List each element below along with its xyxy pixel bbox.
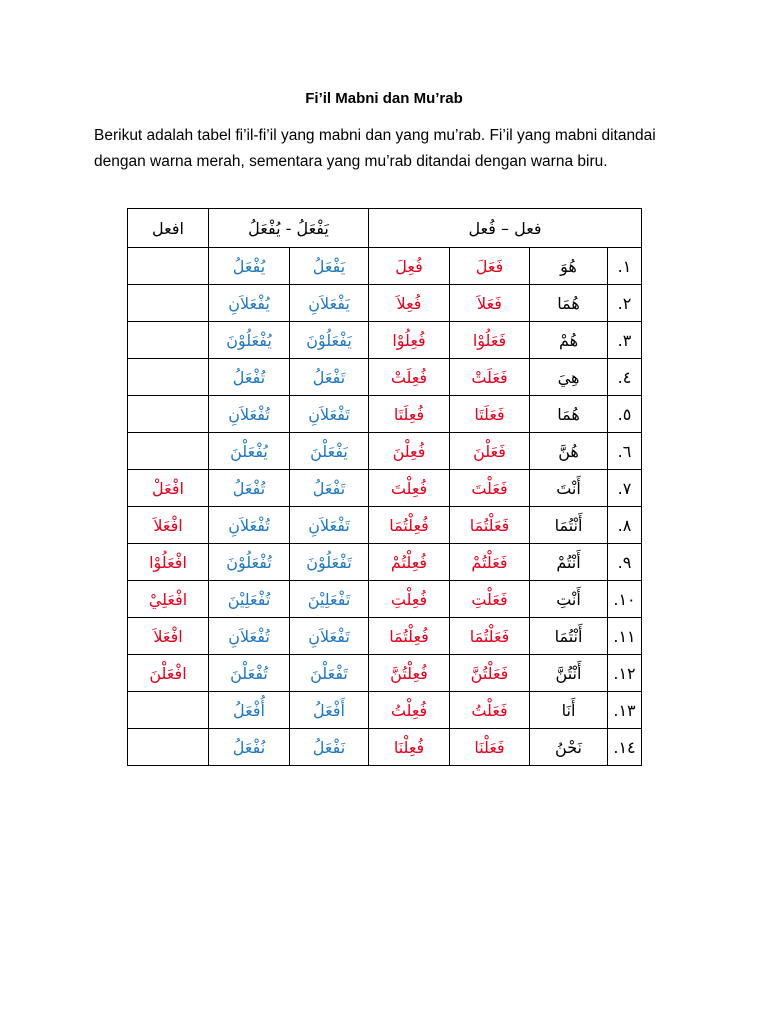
mudhari-passive-cell: أُفْعَلُ [209,692,290,729]
madhi-passive-cell: فُعِلَتَا [369,396,450,433]
mudhari-active-cell: يَفْعَلُوْنَ [290,322,369,359]
header-mudhari: يَفْعَلُ - يُفْعَلُ [209,209,369,248]
pronoun-cell: أَنْتُمَا [530,507,608,544]
madhi-passive-cell: فُعِلْتُمَا [369,507,450,544]
header-madhi: فعل – فُعل [369,209,642,248]
mudhari-active-cell: يَفْعَلْنَ [290,433,369,470]
madhi-passive-cell: فُعِلَتْ [369,359,450,396]
amr-cell [128,692,209,729]
table-row [128,396,642,433]
pronoun-cell: أَنْتُمَا [530,618,608,655]
table-row [128,655,642,692]
mudhari-active-cell: تَفْعَلاَنِ [290,396,369,433]
intro-paragraph: Berikut adalah tabel fi’il-fi’il yang mabni dan yang mu’rab. Fi’il yang mabni ditandai dengan warna merah, sementara yang mu’rab ditandai dengan warna biru. [94,127,656,170]
row-number-cell: .١٢ [608,655,642,692]
mudhari-active-cell: أَفْعَلُ [290,692,369,729]
pronoun-cell: هِيَ [530,359,608,396]
row-number-cell: .٤ [608,359,642,396]
page-title: Fi’il Mabni dan Mu’rab [305,90,463,107]
madhi-passive-cell: فُعِلْنَا [369,729,450,766]
mudhari-active-cell: تَفْعَلْنَ [290,655,369,692]
mudhari-active-cell: تَفْعَلاَنِ [290,618,369,655]
mudhari-passive-cell: تُفْعَلُ [209,470,290,507]
table-row [128,248,642,285]
pronoun-cell: نَحْنُ [530,729,608,766]
amr-cell: افْعَلُوْا [128,544,209,581]
madhi-passive-cell: فُعِلُوْا [369,322,450,359]
amr-cell: افْعَلِيْ [128,581,209,618]
madhi-active-cell: فَعَلْنَ [450,433,530,470]
amr-cell: افْعَلاَ [128,618,209,655]
pronoun-cell: أَنْتِ [530,581,608,618]
amr-cell: افْعَلاَ [128,507,209,544]
table-row [128,692,642,729]
row-number-cell: .١٤ [608,729,642,766]
table-row [128,544,642,581]
mudhari-passive-cell: يُفْعَلْنَ [209,433,290,470]
row-number-cell: .١١ [608,618,642,655]
madhi-passive-cell: فُعِلاَ [369,285,450,322]
mudhari-passive-cell: تُفْعَلاَنِ [209,396,290,433]
mudhari-passive-cell: يُفْعَلاَنِ [209,285,290,322]
table-row [128,729,642,766]
header-amr: افعل [128,209,209,248]
amr-cell: افْعَلْنَ [128,655,209,692]
madhi-active-cell: فَعَلُوْا [450,322,530,359]
mudhari-active-cell: يَفْعَلُ [290,248,369,285]
pronoun-cell: هُوَ [530,248,608,285]
mudhari-passive-cell: نُفْعَلُ [209,729,290,766]
pronoun-cell: هُمَا [530,285,608,322]
madhi-active-cell: فَعَلَتَا [450,396,530,433]
row-number-cell: .٣ [608,322,642,359]
madhi-passive-cell: فُعِلْتُ [369,692,450,729]
madhi-passive-cell: فُعِلْنَ [369,433,450,470]
madhi-active-cell: فَعَلَتْ [450,359,530,396]
mudhari-passive-cell: تُفْعَلْنَ [209,655,290,692]
pronoun-cell: أَنْتُنَّ [530,655,608,692]
table-row [128,507,642,544]
row-number-cell: .٨ [608,507,642,544]
table-row [128,285,642,322]
row-number-cell: .٥ [608,396,642,433]
table-row [128,581,642,618]
amr-cell [128,729,209,766]
table-row [128,470,642,507]
table-row [128,322,642,359]
madhi-passive-cell: فُعِلْتُمَا [369,618,450,655]
madhi-passive-cell: فُعِلْتُمْ [369,544,450,581]
pronoun-cell: أَنَا [530,692,608,729]
amr-cell [128,433,209,470]
pronoun-cell: هُمْ [530,322,608,359]
madhi-active-cell: فَعَلْتَ [450,470,530,507]
madhi-active-cell: فَعَلْتُمْ [450,544,530,581]
row-number-cell: .١ [608,248,642,285]
amr-cell [128,285,209,322]
row-number-cell: .٦ [608,433,642,470]
madhi-active-cell: فَعَلْتُنَّ [450,655,530,692]
madhi-active-cell: فَعَلْتُمَا [450,618,530,655]
madhi-active-cell: فَعَلَ [450,248,530,285]
mudhari-passive-cell: تُفْعَلِيْنَ [209,581,290,618]
pronoun-cell: أَنْتَ [530,470,608,507]
madhi-active-cell: فَعَلْتِ [450,581,530,618]
madhi-passive-cell: فُعِلْتِ [369,581,450,618]
table-row [128,618,642,655]
mudhari-active-cell: نَفْعَلُ [290,729,369,766]
amr-cell [128,248,209,285]
madhi-active-cell: فَعَلاَ [450,285,530,322]
row-number-cell: .٧ [608,470,642,507]
mudhari-active-cell: تَفْعَلُوْنَ [290,544,369,581]
madhi-passive-cell: فُعِلَ [369,248,450,285]
mudhari-passive-cell: يُفْعَلُوْنَ [209,322,290,359]
mudhari-passive-cell: تُفْعَلاَنِ [209,618,290,655]
madhi-passive-cell: فُعِلْتُنَّ [369,655,450,692]
mudhari-active-cell: تَفْعَلِيْنَ [290,581,369,618]
mudhari-passive-cell: تُفْعَلاَنِ [209,507,290,544]
amr-cell [128,359,209,396]
mudhari-active-cell: تَفْعَلُ [290,359,369,396]
conjugation-table [127,208,642,766]
mudhari-active-cell: تَفْعَلُ [290,470,369,507]
row-number-cell: .١٠ [608,581,642,618]
pronoun-cell: هُمَا [530,396,608,433]
mudhari-passive-cell: يُفْعَلُ [209,248,290,285]
pronoun-cell: أَنْتُمْ [530,544,608,581]
mudhari-active-cell: يَفْعَلاَنِ [290,285,369,322]
madhi-active-cell: فَعَلْتُمَا [450,507,530,544]
amr-cell [128,396,209,433]
amr-cell [128,322,209,359]
table-row [128,359,642,396]
conjugation-table-container [127,208,642,766]
mudhari-passive-cell: تُفْعَلُوْنَ [209,544,290,581]
amr-cell: افْعَلْ [128,470,209,507]
mudhari-passive-cell: تُفْعَلُ [209,359,290,396]
table-row [128,433,642,470]
madhi-active-cell: فَعَلْنَا [450,729,530,766]
row-number-cell: .١٣ [608,692,642,729]
row-number-cell: .٩ [608,544,642,581]
madhi-active-cell: فَعَلْتُ [450,692,530,729]
madhi-passive-cell: فُعِلْتَ [369,470,450,507]
row-number-cell: .٢ [608,285,642,322]
mudhari-active-cell: تَفْعَلاَنِ [290,507,369,544]
table-header-row [128,209,642,248]
pronoun-cell: هُنَّ [530,433,608,470]
